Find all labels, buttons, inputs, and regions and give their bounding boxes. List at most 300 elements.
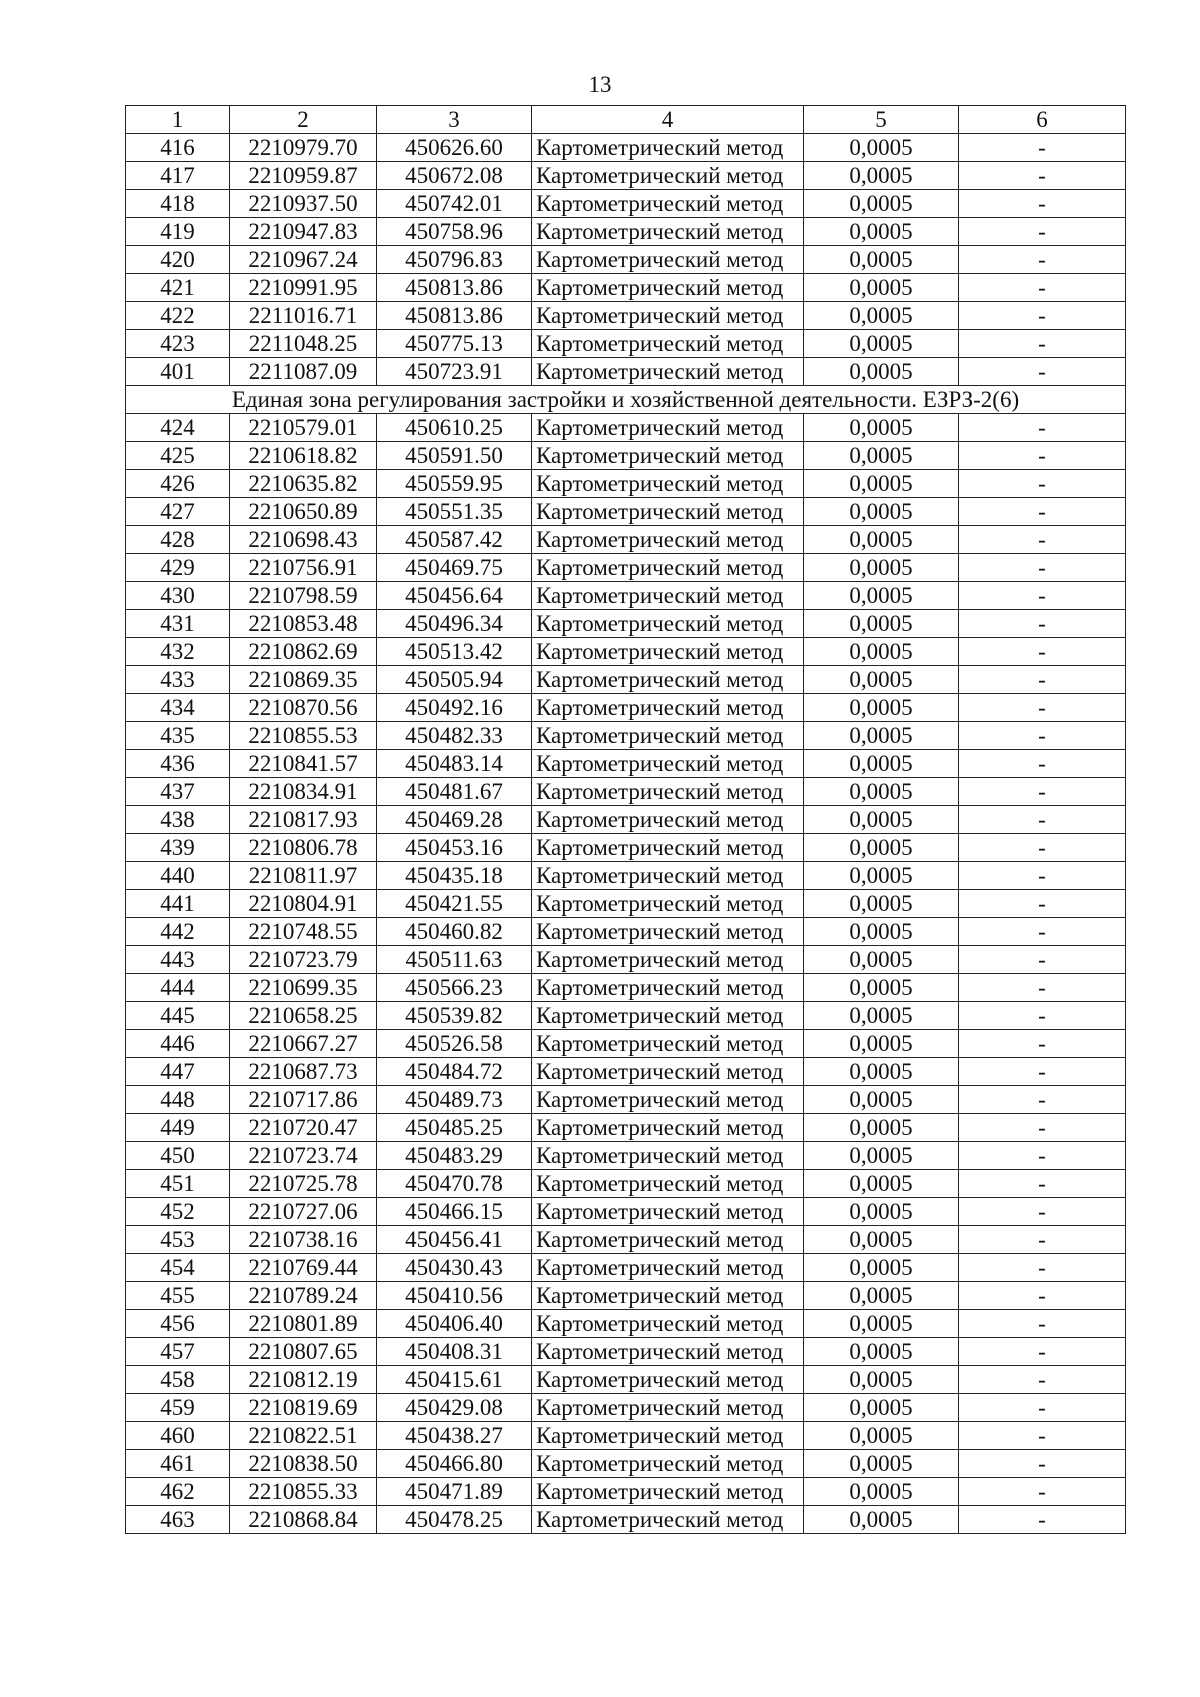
coord-y-cell: 450421.55: [377, 890, 532, 918]
point-number-cell: 417: [126, 162, 230, 190]
note-cell: -: [959, 1394, 1126, 1422]
coord-x-cell: 2210727.06: [230, 1198, 377, 1226]
accuracy-cell: 0,0005: [804, 274, 959, 302]
point-number-cell: 455: [126, 1282, 230, 1310]
coord-x-cell: 2210658.25: [230, 1002, 377, 1030]
table-row: [126, 526, 1126, 554]
accuracy-cell: 0,0005: [804, 806, 959, 834]
point-number-cell: 418: [126, 190, 230, 218]
coord-y-cell: 450435.18: [377, 862, 532, 890]
point-number-cell: 459: [126, 1394, 230, 1422]
point-number-cell: 443: [126, 946, 230, 974]
coord-x-cell: 2210822.51: [230, 1422, 377, 1450]
note-cell: -: [959, 190, 1126, 218]
accuracy-cell: 0,0005: [804, 778, 959, 806]
point-number-cell: 441: [126, 890, 230, 918]
note-cell: -: [959, 778, 1126, 806]
method-cell: Картометрический метод: [532, 190, 804, 218]
accuracy-cell: 0,0005: [804, 1506, 959, 1534]
method-cell: Картометрический метод: [532, 442, 804, 470]
coord-x-cell: 2210801.89: [230, 1310, 377, 1338]
coord-x-cell: 2210699.35: [230, 974, 377, 1002]
method-cell: Картометрический метод: [532, 806, 804, 834]
point-number-cell: 431: [126, 610, 230, 638]
coord-x-cell: 2210579.01: [230, 414, 377, 442]
coord-y-cell: 450430.43: [377, 1254, 532, 1282]
coord-x-cell: 2211087.09: [230, 358, 377, 386]
point-number-cell: 444: [126, 974, 230, 1002]
note-cell: -: [959, 1030, 1126, 1058]
table-row: [126, 638, 1126, 666]
point-number-cell: 435: [126, 722, 230, 750]
point-number-cell: 424: [126, 414, 230, 442]
accuracy-cell: 0,0005: [804, 414, 959, 442]
table-row: [126, 1478, 1126, 1506]
method-cell: Картометрический метод: [532, 946, 804, 974]
coord-x-cell: 2210812.19: [230, 1366, 377, 1394]
accuracy-cell: 0,0005: [804, 1114, 959, 1142]
coord-y-cell: 450466.15: [377, 1198, 532, 1226]
coord-x-cell: 2210855.33: [230, 1478, 377, 1506]
method-cell: Картометрический метод: [532, 778, 804, 806]
accuracy-cell: 0,0005: [804, 1282, 959, 1310]
table-row: [126, 1030, 1126, 1058]
point-number-cell: 401: [126, 358, 230, 386]
accuracy-cell: 0,0005: [804, 1450, 959, 1478]
coord-y-cell: 450626.60: [377, 134, 532, 162]
coord-y-cell: 450796.83: [377, 246, 532, 274]
point-number-cell: 434: [126, 694, 230, 722]
table-row: [126, 722, 1126, 750]
method-cell: Картометрический метод: [532, 694, 804, 722]
method-cell: Картометрический метод: [532, 1450, 804, 1478]
coord-x-cell: 2210947.83: [230, 218, 377, 246]
table-row: [126, 974, 1126, 1002]
method-cell: Картометрический метод: [532, 470, 804, 498]
page-number: 13: [588, 72, 612, 97]
point-number-cell: 451: [126, 1170, 230, 1198]
coord-x-cell: 2210834.91: [230, 778, 377, 806]
coord-x-cell: 2210811.97: [230, 862, 377, 890]
coord-y-cell: 450566.23: [377, 974, 532, 1002]
point-number-cell: 425: [126, 442, 230, 470]
method-cell: Картометрический метод: [532, 666, 804, 694]
accuracy-cell: 0,0005: [804, 610, 959, 638]
note-cell: -: [959, 1478, 1126, 1506]
method-cell: Картометрический метод: [532, 582, 804, 610]
note-cell: -: [959, 946, 1126, 974]
point-number-cell: 432: [126, 638, 230, 666]
note-cell: -: [959, 470, 1126, 498]
table-row: [126, 470, 1126, 498]
table-row: [126, 1058, 1126, 1086]
table-row: [126, 1450, 1126, 1478]
header-col-2: 2: [230, 106, 377, 134]
note-cell: -: [959, 1506, 1126, 1534]
header-col-5: 5: [804, 106, 959, 134]
coord-y-cell: 450513.42: [377, 638, 532, 666]
note-cell: -: [959, 330, 1126, 358]
point-number-cell: 438: [126, 806, 230, 834]
table-row: [126, 806, 1126, 834]
table-row: [126, 778, 1126, 806]
point-number-cell: 458: [126, 1366, 230, 1394]
note-cell: -: [959, 1198, 1126, 1226]
coord-y-cell: 450672.08: [377, 162, 532, 190]
table-row: [126, 442, 1126, 470]
table-row: [126, 1002, 1126, 1030]
note-cell: -: [959, 890, 1126, 918]
coord-x-cell: 2210635.82: [230, 470, 377, 498]
accuracy-cell: 0,0005: [804, 442, 959, 470]
note-cell: -: [959, 1226, 1126, 1254]
accuracy-cell: 0,0005: [804, 302, 959, 330]
point-number-cell: 416: [126, 134, 230, 162]
coord-x-cell: 2210738.16: [230, 1226, 377, 1254]
table-row: [126, 1086, 1126, 1114]
header-col-6: 6: [959, 106, 1126, 134]
table-row: [126, 1338, 1126, 1366]
method-cell: Картометрический метод: [532, 1030, 804, 1058]
method-cell: Картометрический метод: [532, 526, 804, 554]
coord-x-cell: 2210870.56: [230, 694, 377, 722]
method-cell: Картометрический метод: [532, 638, 804, 666]
coord-x-cell: 2210869.35: [230, 666, 377, 694]
table-row: [126, 1282, 1126, 1310]
accuracy-cell: 0,0005: [804, 862, 959, 890]
coord-x-cell: 2210720.47: [230, 1114, 377, 1142]
table-row: [126, 330, 1126, 358]
point-number-cell: 420: [126, 246, 230, 274]
point-number-cell: 442: [126, 918, 230, 946]
point-number-cell: 447: [126, 1058, 230, 1086]
method-cell: Картометрический метод: [532, 1198, 804, 1226]
accuracy-cell: 0,0005: [804, 582, 959, 610]
table-header: [126, 106, 1126, 134]
coord-x-cell: 2210855.53: [230, 722, 377, 750]
method-cell: Картометрический метод: [532, 1170, 804, 1198]
table-row: [126, 218, 1126, 246]
coord-x-cell: 2210991.95: [230, 274, 377, 302]
table-row: [126, 1114, 1126, 1142]
note-cell: -: [959, 246, 1126, 274]
note-cell: -: [959, 1282, 1126, 1310]
point-number-cell: 440: [126, 862, 230, 890]
coord-y-cell: 450456.41: [377, 1226, 532, 1254]
note-cell: -: [959, 834, 1126, 862]
accuracy-cell: 0,0005: [804, 1226, 959, 1254]
table-body-part-2: [126, 414, 1126, 1534]
section-title: Единая зона регулирования застройки и хозяйственной деятельности. ЕЗРЗ-2(6): [126, 386, 1126, 414]
method-cell: Картометрический метод: [532, 1478, 804, 1506]
note-cell: -: [959, 694, 1126, 722]
coord-y-cell: 450559.95: [377, 470, 532, 498]
method-cell: Картометрический метод: [532, 974, 804, 1002]
method-cell: Картометрический метод: [532, 1310, 804, 1338]
table-row: [126, 274, 1126, 302]
coord-x-cell: 2210798.59: [230, 582, 377, 610]
note-cell: -: [959, 1170, 1126, 1198]
coord-y-cell: 450483.29: [377, 1142, 532, 1170]
method-cell: Картометрический метод: [532, 750, 804, 778]
coord-y-cell: 450742.01: [377, 190, 532, 218]
accuracy-cell: 0,0005: [804, 1086, 959, 1114]
coord-y-cell: 450775.13: [377, 330, 532, 358]
table-row: [126, 610, 1126, 638]
coord-x-cell: 2210853.48: [230, 610, 377, 638]
accuracy-cell: 0,0005: [804, 1142, 959, 1170]
coord-y-cell: 450469.75: [377, 554, 532, 582]
coord-x-cell: 2210967.24: [230, 246, 377, 274]
accuracy-cell: 0,0005: [804, 1170, 959, 1198]
note-cell: -: [959, 722, 1126, 750]
table-row: [126, 1142, 1126, 1170]
coord-y-cell: 450456.64: [377, 582, 532, 610]
point-number-cell: 456: [126, 1310, 230, 1338]
note-cell: -: [959, 1338, 1126, 1366]
accuracy-cell: 0,0005: [804, 246, 959, 274]
note-cell: -: [959, 1002, 1126, 1030]
table-row: [126, 302, 1126, 330]
coord-x-cell: 2210979.70: [230, 134, 377, 162]
coord-y-cell: 450539.82: [377, 1002, 532, 1030]
accuracy-cell: 0,0005: [804, 750, 959, 778]
table-row: [126, 414, 1126, 442]
table-row: [126, 1170, 1126, 1198]
accuracy-cell: 0,0005: [804, 694, 959, 722]
coord-y-cell: 450406.40: [377, 1310, 532, 1338]
method-cell: Картометрический метод: [532, 1114, 804, 1142]
accuracy-cell: 0,0005: [804, 1030, 959, 1058]
method-cell: Картометрический метод: [532, 1394, 804, 1422]
point-number-cell: 426: [126, 470, 230, 498]
point-number-cell: 461: [126, 1450, 230, 1478]
table-row: [126, 890, 1126, 918]
coord-x-cell: 2210650.89: [230, 498, 377, 526]
coord-x-cell: 2210756.91: [230, 554, 377, 582]
coord-x-cell: 2210841.57: [230, 750, 377, 778]
method-cell: Картометрический метод: [532, 1086, 804, 1114]
accuracy-cell: 0,0005: [804, 638, 959, 666]
method-cell: Картометрический метод: [532, 834, 804, 862]
note-cell: -: [959, 526, 1126, 554]
method-cell: Картометрический метод: [532, 1002, 804, 1030]
coord-x-cell: 2210667.27: [230, 1030, 377, 1058]
note-cell: -: [959, 582, 1126, 610]
table-row: [126, 946, 1126, 974]
table-row: [126, 750, 1126, 778]
coord-y-cell: 450483.14: [377, 750, 532, 778]
method-cell: Картометрический метод: [532, 302, 804, 330]
note-cell: -: [959, 918, 1126, 946]
point-number-cell: 439: [126, 834, 230, 862]
table-body-part-1: [126, 134, 1126, 386]
coord-y-cell: 450485.25: [377, 1114, 532, 1142]
table-row: [126, 1226, 1126, 1254]
accuracy-cell: 0,0005: [804, 1254, 959, 1282]
point-number-cell: 454: [126, 1254, 230, 1282]
method-cell: Картометрический метод: [532, 330, 804, 358]
coord-y-cell: 450526.58: [377, 1030, 532, 1058]
header-col-4: 4: [532, 106, 804, 134]
point-number-cell: 427: [126, 498, 230, 526]
coord-y-cell: 450481.67: [377, 778, 532, 806]
coord-y-cell: 450551.35: [377, 498, 532, 526]
note-cell: -: [959, 414, 1126, 442]
note-cell: -: [959, 162, 1126, 190]
method-cell: Картометрический метод: [532, 1226, 804, 1254]
accuracy-cell: 0,0005: [804, 666, 959, 694]
coord-y-cell: 450471.89: [377, 1478, 532, 1506]
method-cell: Картометрический метод: [532, 1338, 804, 1366]
method-cell: Картометрический метод: [532, 134, 804, 162]
coord-x-cell: 2210862.69: [230, 638, 377, 666]
coord-x-cell: 2210717.86: [230, 1086, 377, 1114]
point-number-cell: 422: [126, 302, 230, 330]
point-number-cell: 457: [126, 1338, 230, 1366]
coord-x-cell: 2210618.82: [230, 442, 377, 470]
note-cell: -: [959, 750, 1126, 778]
accuracy-cell: 0,0005: [804, 834, 959, 862]
coord-x-cell: 2210807.65: [230, 1338, 377, 1366]
note-cell: -: [959, 1254, 1126, 1282]
method-cell: Картометрический метод: [532, 414, 804, 442]
accuracy-cell: 0,0005: [804, 1198, 959, 1226]
point-number-cell: 463: [126, 1506, 230, 1534]
coord-y-cell: 450587.42: [377, 526, 532, 554]
accuracy-cell: 0,0005: [804, 946, 959, 974]
coord-x-cell: 2210748.55: [230, 918, 377, 946]
point-number-cell: 449: [126, 1114, 230, 1142]
accuracy-cell: 0,0005: [804, 1310, 959, 1338]
method-cell: Картометрический метод: [532, 162, 804, 190]
point-number-cell: 436: [126, 750, 230, 778]
note-cell: -: [959, 274, 1126, 302]
accuracy-cell: 0,0005: [804, 134, 959, 162]
coord-y-cell: 450492.16: [377, 694, 532, 722]
note-cell: -: [959, 218, 1126, 246]
point-number-cell: 433: [126, 666, 230, 694]
coord-y-cell: 450469.28: [377, 806, 532, 834]
accuracy-cell: 0,0005: [804, 470, 959, 498]
accuracy-cell: 0,0005: [804, 722, 959, 750]
table-row: [126, 1366, 1126, 1394]
point-number-cell: 421: [126, 274, 230, 302]
note-cell: -: [959, 1114, 1126, 1142]
table-row: [126, 1198, 1126, 1226]
table-row: [126, 694, 1126, 722]
point-number-cell: 448: [126, 1086, 230, 1114]
coord-y-cell: 450429.08: [377, 1394, 532, 1422]
method-cell: Картометрический метод: [532, 1058, 804, 1086]
coord-x-cell: 2211016.71: [230, 302, 377, 330]
table-row: [126, 134, 1126, 162]
accuracy-cell: 0,0005: [804, 190, 959, 218]
coordinates-table: [125, 105, 1126, 1534]
coord-y-cell: 450591.50: [377, 442, 532, 470]
coord-y-cell: 450758.96: [377, 218, 532, 246]
point-number-cell: 419: [126, 218, 230, 246]
coord-x-cell: 2210687.73: [230, 1058, 377, 1086]
table-row: [126, 666, 1126, 694]
note-cell: -: [959, 1310, 1126, 1338]
coord-y-cell: 450813.86: [377, 302, 532, 330]
method-cell: Картометрический метод: [532, 554, 804, 582]
accuracy-cell: 0,0005: [804, 1366, 959, 1394]
accuracy-cell: 0,0005: [804, 1422, 959, 1450]
table-row: [126, 162, 1126, 190]
point-number-cell: 453: [126, 1226, 230, 1254]
accuracy-cell: 0,0005: [804, 918, 959, 946]
table-row: [126, 1254, 1126, 1282]
header-row: [126, 106, 1126, 134]
coord-y-cell: 450460.82: [377, 918, 532, 946]
table-row: [126, 498, 1126, 526]
point-number-cell: 445: [126, 1002, 230, 1030]
coord-x-cell: 2210804.91: [230, 890, 377, 918]
note-cell: -: [959, 1450, 1126, 1478]
note-cell: -: [959, 806, 1126, 834]
accuracy-cell: 0,0005: [804, 1394, 959, 1422]
accuracy-cell: 0,0005: [804, 330, 959, 358]
coord-x-cell: 2210789.24: [230, 1282, 377, 1310]
method-cell: Картометрический метод: [532, 722, 804, 750]
note-cell: -: [959, 974, 1126, 1002]
coord-x-cell: 2211048.25: [230, 330, 377, 358]
table-row: [126, 1422, 1126, 1450]
coord-y-cell: 450478.25: [377, 1506, 532, 1534]
method-cell: Картометрический метод: [532, 218, 804, 246]
coord-y-cell: 450511.63: [377, 946, 532, 974]
point-number-cell: 430: [126, 582, 230, 610]
method-cell: Картометрический метод: [532, 890, 804, 918]
method-cell: Картометрический метод: [532, 1282, 804, 1310]
note-cell: -: [959, 554, 1126, 582]
coord-y-cell: 450408.31: [377, 1338, 532, 1366]
coord-y-cell: 450484.72: [377, 1058, 532, 1086]
accuracy-cell: 0,0005: [804, 218, 959, 246]
note-cell: -: [959, 638, 1126, 666]
coord-x-cell: 2210937.50: [230, 190, 377, 218]
coord-x-cell: 2210819.69: [230, 1394, 377, 1422]
coord-y-cell: 450470.78: [377, 1170, 532, 1198]
section-title-row: [126, 386, 1126, 414]
point-number-cell: 429: [126, 554, 230, 582]
note-cell: -: [959, 134, 1126, 162]
coord-x-cell: 2210838.50: [230, 1450, 377, 1478]
point-number-cell: 446: [126, 1030, 230, 1058]
method-cell: Картометрический метод: [532, 918, 804, 946]
method-cell: Картометрический метод: [532, 498, 804, 526]
note-cell: -: [959, 1422, 1126, 1450]
accuracy-cell: 0,0005: [804, 1338, 959, 1366]
method-cell: Картометрический метод: [532, 274, 804, 302]
coord-y-cell: 450489.73: [377, 1086, 532, 1114]
accuracy-cell: 0,0005: [804, 162, 959, 190]
note-cell: -: [959, 498, 1126, 526]
method-cell: Картометрический метод: [532, 1366, 804, 1394]
method-cell: Картометрический метод: [532, 1142, 804, 1170]
note-cell: -: [959, 666, 1126, 694]
coord-x-cell: 2210868.84: [230, 1506, 377, 1534]
coord-y-cell: 450453.16: [377, 834, 532, 862]
method-cell: Картометрический метод: [532, 862, 804, 890]
coord-x-cell: 2210817.93: [230, 806, 377, 834]
table-row: [126, 190, 1126, 218]
table-row: [126, 862, 1126, 890]
section-heading: [126, 386, 1126, 414]
note-cell: -: [959, 610, 1126, 638]
